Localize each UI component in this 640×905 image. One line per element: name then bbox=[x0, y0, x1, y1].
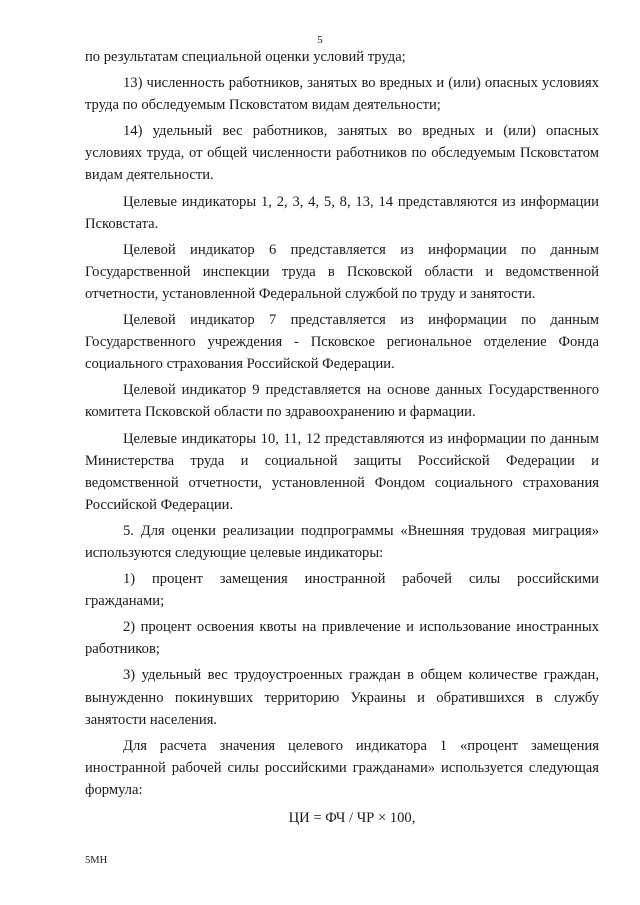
document-body bbox=[85, 46, 599, 829]
paragraph-indicators-pskovstat: Целевые индикаторы 1, 2, 3, 4, 5, 8, 13, 14 представляются из информации Псковстата. bbox=[85, 193, 599, 232]
paragraph-indicator-9: Целевой индикатор 9 представляется на основе данных Государственного комитета Псковской области по здравоохранению и фармации. bbox=[85, 382, 599, 421]
paragraph-indicators-10-12: Целевые индикаторы 10, 11, 12 представляются из информации по данным Министерства труда и социальной защиты Российской Федерации и ведомственной отчетности, установленной Фондом социального страхования Российской Федерации. bbox=[85, 430, 599, 513]
paragraph-indicator-6: Целевой индикатор 6 представляется из информации по данным Государственной инспекции труда в Псковской области и ведомственной отчетности, установленной Федеральной службой по труду и занятости. bbox=[85, 241, 599, 302]
paragraph-indicator-7: Целевой индикатор 7 представляется из информации по данным Государственного учреждения - Псковское региональное отделение Фонда социального страхования Российской Федерации. bbox=[85, 312, 599, 373]
list-item-14: 14) удельный вес работников, занятых во вредных и (или) опасных условиях труда, от общей численности работников по обследуемым Псковстатом видам деятельности. bbox=[85, 123, 599, 184]
list-item-2: 2) процент освоения квоты на привлечение и использование иностранных работников; bbox=[85, 619, 599, 658]
page-number: 5 bbox=[317, 34, 323, 46]
list-item-3: 3) удельный вес трудоустроенных граждан в общем количестве граждан, вынужденно покинувших территорию Украины и обратившихся в службу занятости населения. bbox=[85, 667, 599, 728]
formula: ЦИ = ФЧ / ЧР × 100, bbox=[288, 810, 416, 826]
list-item-1: 1) процент замещения иностранной рабочей силы российскими гражданами; bbox=[85, 571, 599, 610]
list-item-13: 13) численность работников, занятых во вредных и (или) опасных условиях труда по обследуемым Псковстатом видам деятельности; bbox=[85, 75, 599, 114]
footer-code: 5МН bbox=[85, 855, 108, 866]
paragraph-continuation: по результатам специальной оценки условий труда; bbox=[85, 49, 406, 65]
paragraph-formula-intro: Для расчета значения целевого индикатора 1 «процент замещения иностранной рабочей силы российскими гражданами» используется следующая формула: bbox=[85, 737, 599, 798]
paragraph-section-5: 5. Для оценки реализации подпрограммы «Внешняя трудовая миграция» используются следующие целевые индикаторы: bbox=[85, 522, 599, 561]
